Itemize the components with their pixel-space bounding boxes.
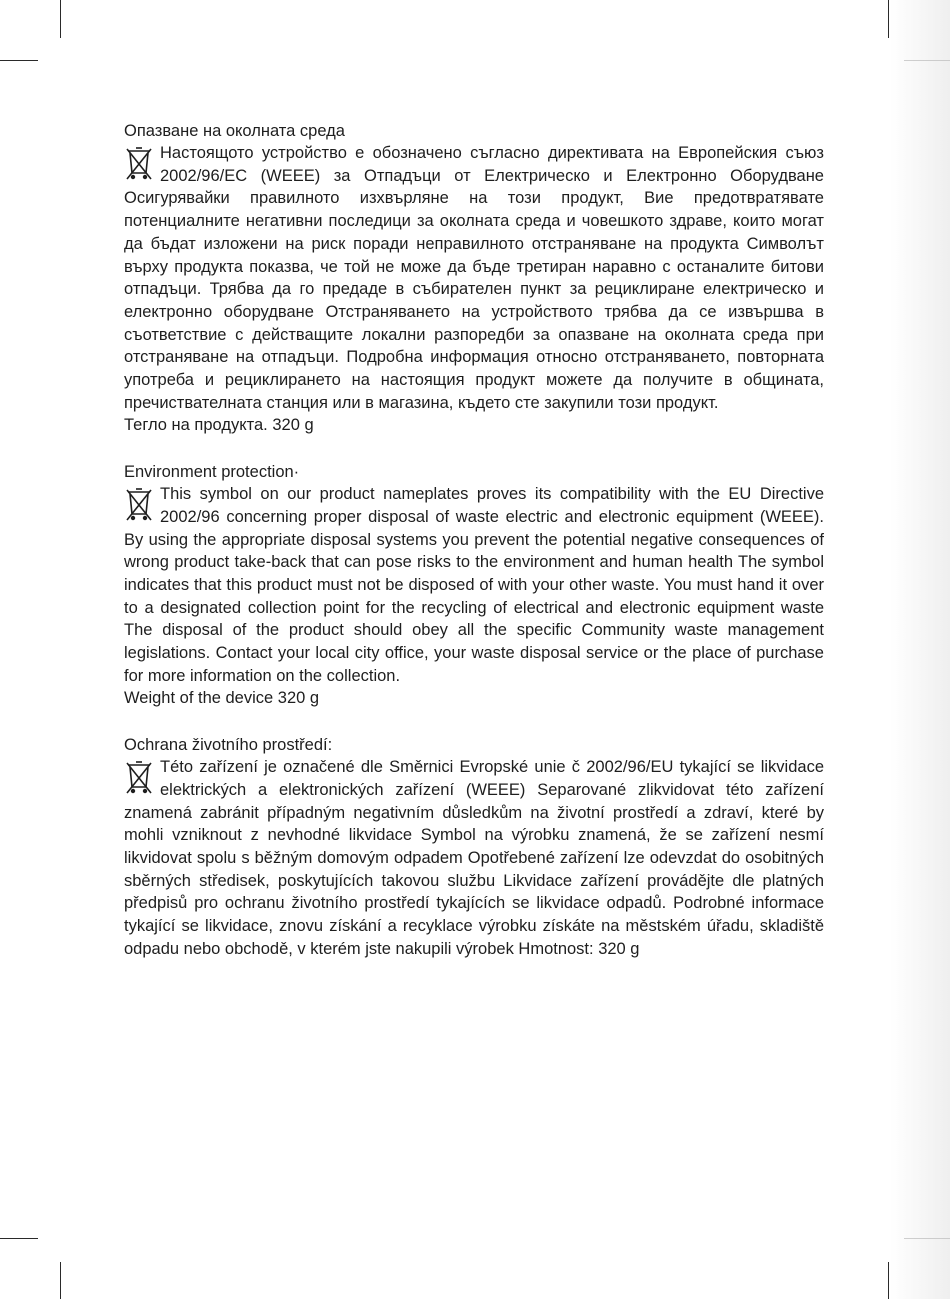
section-heading-cs: Ochrana životního prostředí:	[124, 736, 333, 755]
section-english	[124, 461, 824, 710]
section-text-en: This symbol on our product nameplates proves its compatibility with the EU Directive 2002/96 concerning proper disposal of waste electric and electronic equipment (WEEE). By using the appropriate disposal systems you prevent the potential negative consequences of wrong product take-back that can pose risks to the environment and human health The symbol indicates that this product must not be disposed of with your other waste. You must hand it over to a designated collection point for the recycling of electrical and electronic equipment waste The disposal of the product should obey all the specific Community waste management legislations. Contact your local city office, your waste disposal service or the place of purchase for more information on the collection.	[124, 485, 824, 685]
crop-mark-top-left-vertical	[60, 0, 61, 38]
crossed-out-wheelie-bin-icon	[124, 759, 154, 797]
crop-mark-top-left-horizontal	[0, 60, 38, 61]
crop-mark-bottom-left-vertical	[60, 1262, 61, 1299]
crossed-out-wheelie-bin-icon	[124, 486, 154, 524]
crossed-out-wheelie-bin-icon	[124, 145, 154, 183]
section-heading-en: Environment protection·	[124, 463, 300, 482]
crop-mark-bottom-left-horizontal	[0, 1238, 38, 1239]
section-weight-en: Weight of the device 320 g	[124, 689, 320, 708]
section-heading-bg: Опазване на околната среда	[124, 122, 345, 140]
section-body-bg	[124, 142, 824, 414]
page-edge-shadow	[890, 0, 950, 1299]
document-page	[124, 120, 824, 985]
section-czech	[124, 734, 824, 960]
crop-mark-bottom-right-vertical	[888, 1262, 889, 1299]
section-body-en	[124, 483, 824, 687]
section-body-cs	[124, 756, 824, 960]
section-bulgarian	[124, 120, 824, 437]
section-text-cs: Této zařízení je označené dle Směrnici Evropské unie č 2002/96/EU tykající se likvidace elektrických a elektronických zařízení (WEEE) Separované zlikvidovat této zařízení znamená zabránit případným negativním důsledkům na životní prostředí a zdraví, které by mohli vzniknout z nevhodné likvidace Symbol na výrobku znamená, že se zařízení nesmí likvidovat spolu s běžným domovým odpadem Opotřebené zařízení lze odevzdat do osobitných sběrných středisek, poskytujících takovou službu Likvidace zařízení provádějte dle platných předpisů pro ochranu životního prostředí tykajících se likvidace odpadů. Podrobné informace tykající se likvidace, znovu získání a recyklace výrobku získáte na městském úřadu, skladiště odpadu nebo obchodě, v kterém jste nakupili výrobek Hmotnost: 320 g	[124, 758, 824, 958]
section-weight-bg: Тегло на продукта. 320 g	[124, 416, 314, 435]
section-text-bg: Настоящото устройство е обозначено съгласно директивата на Европейския съюз 2002/96/EC (WEEE) за Отпадъци от Електрическо и Електронно Оборудване Осигурявайки правилното изхвърляне на този продукт, Вие предотвратявате потенциалните негативни последици за околната среда и човешкото здраве, които могат да бъдат изложени на риск поради неправилното отстраняване на продукта Символът върху продукта показва, че той не може да бъде третиран наравно с останалите битови отпадъци. Трябва да го предаде в събирателен пункт за рециклиране електрическо и електронно оборудване Отстраняването на устройството трябва да се извършва в съответствие с действащите локални разпоредби за опазване на околната среда при отстраняване на отпадъци. Подробна информация относно отстраняването, повторната употреба и рециклирането на настоящия продукт можете да получите в общината, пречиствателната станция или в магазина, където сте закупили този продукт.	[124, 144, 824, 412]
crop-mark-top-right-vertical	[888, 0, 889, 38]
